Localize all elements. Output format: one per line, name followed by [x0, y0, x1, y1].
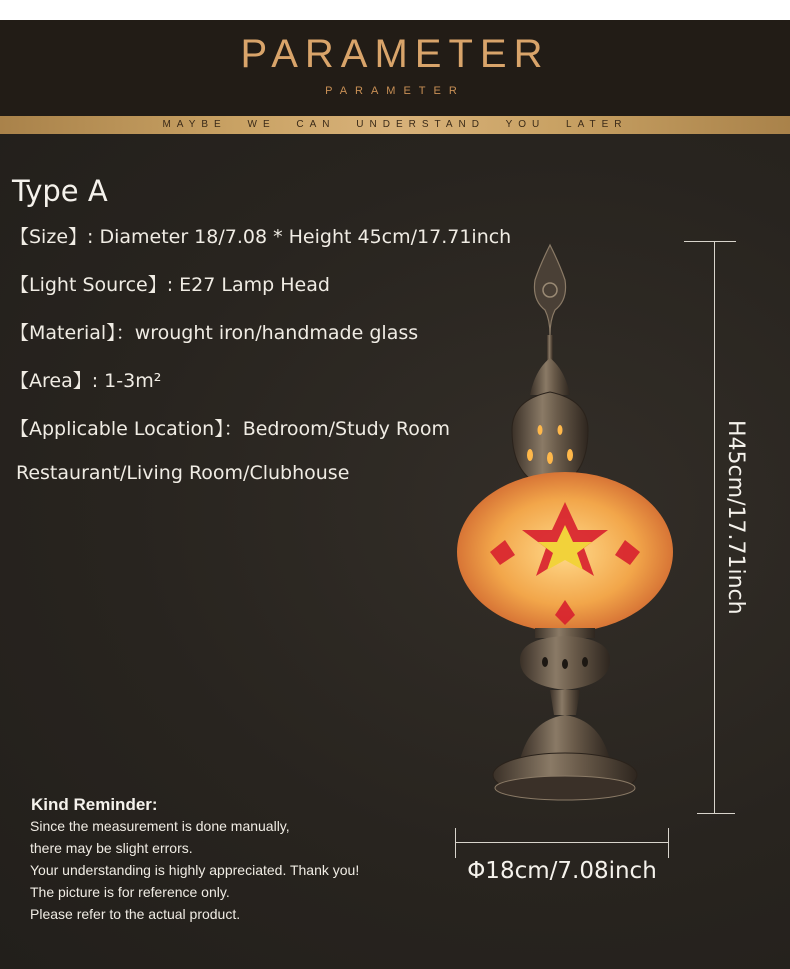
reminder-line: there may be slight errors.: [30, 840, 193, 856]
height-label: H45cm/17.71inch: [723, 420, 748, 615]
height-top-tick: [684, 241, 736, 242]
height-bottom-tick: [697, 813, 735, 814]
reminder-line: Your understanding is highly appreciated. Thank you!: [30, 862, 360, 878]
height-line: [714, 241, 715, 813]
diameter-label: Φ18cm/7.08inch: [467, 858, 657, 884]
spec-size: 【Size】: Diameter 18/7.08 * Height 45cm/17.71inch: [10, 226, 512, 248]
spec-location: 【Applicable Location】：Bedroom/Study Room: [10, 418, 451, 440]
spec-material: 【Material】：wrought iron/handmade glass: [10, 322, 419, 344]
band-tagline: MAYBE WE CAN UNDERSTAND YOU LATER: [162, 119, 628, 130]
reminder-line: The picture is for reference only.: [30, 884, 230, 900]
page-title: PARAMETER: [240, 32, 550, 76]
reminder-line: Please refer to the actual product.: [30, 906, 241, 922]
diameter-left-tick: [455, 828, 456, 858]
spec-location-cont: Restaurant/Living Room/Clubhouse: [16, 462, 350, 484]
spec-light-source: 【Light Source】: E27 Lamp Head: [10, 274, 330, 296]
reminder-title: Kind Reminder:: [31, 795, 158, 814]
page-subtitle: PARAMETER: [325, 85, 465, 97]
diameter-right-tick: [668, 828, 669, 858]
diameter-line: [455, 842, 669, 843]
lamp-image: [450, 240, 680, 820]
spec-area: 【Area】: 1-3m²: [10, 370, 162, 392]
top-white-strip: [0, 0, 790, 20]
type-title: Type A: [12, 174, 108, 208]
reminder-line: Since the measurement is done manually,: [30, 818, 290, 834]
